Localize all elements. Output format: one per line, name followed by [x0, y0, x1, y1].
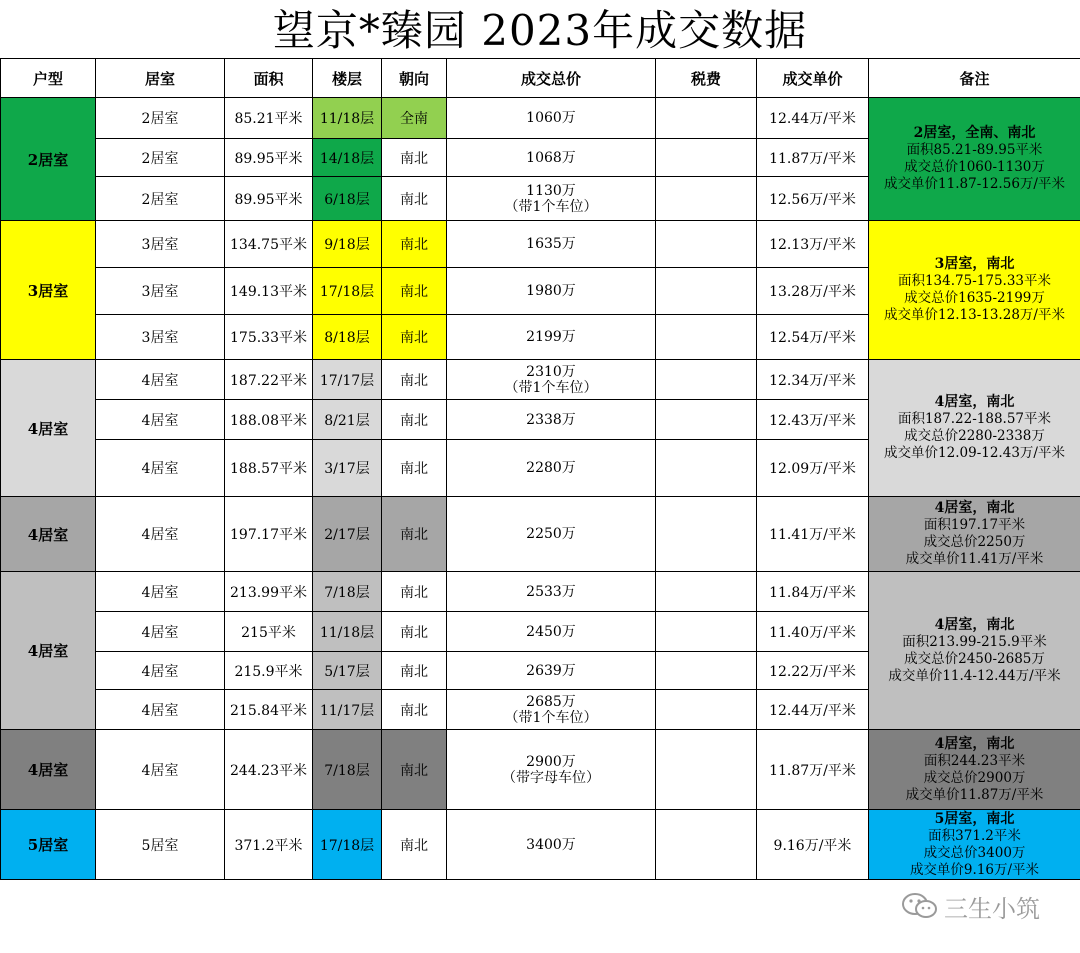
watermark-text: 三生小筑	[944, 894, 1040, 923]
tax-cell	[656, 612, 757, 652]
unit-price-cell: 13.28万/平米	[757, 268, 869, 315]
total-price-value: 2250万	[526, 526, 576, 542]
header-room: 居室	[96, 59, 225, 98]
orientation-cell: 南北	[382, 572, 447, 612]
note-title: 4居室，南北	[934, 500, 1015, 516]
note-line: 成交单价12.13-13.28万/平米	[884, 307, 1065, 323]
total-price-cell	[447, 690, 656, 730]
note-line: 成交单价11.87万/平米	[905, 786, 1044, 803]
total-price-value: 2639万	[526, 662, 576, 679]
total-price-note: （带1个车位）	[504, 198, 598, 215]
floor-cell: 17/18层	[313, 810, 382, 880]
total-price-value: 1980万	[526, 283, 576, 299]
unit-price-cell: 11.87万/平米	[757, 139, 869, 177]
header-floor: 楼层	[313, 59, 382, 98]
area-cell: 215.9平米	[225, 652, 313, 690]
room-cell: 4居室	[96, 572, 225, 612]
orientation-cell: 全南	[382, 98, 447, 139]
area-cell: 215.84平米	[225, 690, 313, 730]
area-cell: 197.17平米	[225, 497, 313, 572]
tax-cell	[656, 652, 757, 690]
note-line: 成交单价12.09-12.43万/平米	[884, 445, 1065, 461]
note-line: 成交总价3400万	[923, 844, 1026, 861]
orientation-cell: 南北	[382, 690, 447, 730]
floor-cell: 17/17层	[313, 360, 382, 400]
unit-price-cell: 12.09万/平米	[757, 440, 869, 497]
tax-cell	[656, 440, 757, 497]
tax-cell	[656, 572, 757, 612]
transaction-table	[0, 58, 1080, 880]
floor-cell: 11/18层	[313, 612, 382, 652]
floor-cell: 3/17层	[313, 440, 382, 497]
orientation-cell: 南北	[382, 612, 447, 652]
orientation-cell: 南北	[382, 221, 447, 268]
room-cell: 2居室	[96, 177, 225, 221]
room-cell: 5居室	[96, 810, 225, 880]
orientation-cell: 南北	[382, 730, 447, 810]
total-price-value: 2310万	[526, 363, 576, 380]
note-line: 成交总价2280-2338万	[904, 428, 1045, 444]
note-title: 4居室，南北	[934, 616, 1015, 633]
total-price-cell	[447, 268, 656, 315]
table-row	[1, 221, 1080, 268]
area-cell: 244.23平米	[225, 730, 313, 810]
orientation-cell: 南北	[382, 139, 447, 177]
total-price-cell	[447, 497, 656, 572]
tax-cell	[656, 177, 757, 221]
note-line: 成交单价11.4-12.44万/平米	[888, 667, 1061, 684]
wechat-icon	[900, 891, 940, 921]
tax-cell	[656, 139, 757, 177]
tax-cell	[656, 730, 757, 810]
room-cell: 4居室	[96, 730, 225, 810]
unit-type-cell: 4居室	[1, 360, 96, 497]
orientation-cell: 南北	[382, 810, 447, 880]
area-cell: 175.33平米	[225, 315, 313, 360]
header-type: 户型	[1, 59, 96, 98]
table-row	[1, 730, 1080, 810]
area-cell: 188.08平米	[225, 400, 313, 440]
total-price-value: 2338万	[526, 411, 576, 428]
total-price-cell	[447, 177, 656, 221]
unit-type-cell: 3居室	[1, 221, 96, 360]
area-cell: 188.57平米	[225, 440, 313, 497]
note-line: 成交总价2900万	[923, 769, 1026, 786]
floor-cell: 5/17层	[313, 652, 382, 690]
unit-price-cell: 11.41万/平米	[757, 497, 869, 572]
table-row	[1, 98, 1080, 139]
note-cell	[869, 730, 1080, 810]
room-cell: 2居室	[96, 139, 225, 177]
total-price-value: 2280万	[526, 460, 576, 476]
orientation-cell: 南北	[382, 497, 447, 572]
note-line: 面积197.17平米	[923, 517, 1026, 533]
total-price-note: （带字母车位）	[502, 769, 600, 786]
header-total-price: 成交总价	[447, 59, 656, 98]
unit-price-cell: 9.16万/平米	[757, 810, 869, 880]
area-cell: 215平米	[225, 612, 313, 652]
total-price-cell	[447, 730, 656, 810]
total-price-value: 2533万	[526, 583, 576, 600]
total-price-value: 1130万	[526, 182, 576, 199]
unit-type-cell: 2居室	[1, 98, 96, 221]
room-cell: 4居室	[96, 497, 225, 572]
orientation-cell: 南北	[382, 400, 447, 440]
unit-price-cell: 12.22万/平米	[757, 652, 869, 690]
note-cell	[869, 572, 1080, 730]
total-price-cell	[447, 98, 656, 139]
floor-cell: 7/18层	[313, 730, 382, 810]
total-price-value: 2900万	[526, 753, 576, 770]
note-line: 成交总价2450-2685万	[904, 650, 1045, 667]
room-cell: 4居室	[96, 440, 225, 497]
floor-cell: 2/17层	[313, 497, 382, 572]
tax-cell	[656, 400, 757, 440]
total-price-value: 3400万	[526, 836, 576, 853]
total-price-value: 2450万	[526, 623, 576, 640]
room-cell: 4居室	[96, 612, 225, 652]
note-line: 成交总价2250万	[923, 534, 1026, 550]
area-cell: 149.13平米	[225, 268, 313, 315]
unit-price-cell: 12.44万/平米	[757, 690, 869, 730]
tax-cell	[656, 98, 757, 139]
area-cell: 187.22平米	[225, 360, 313, 400]
header-tax: 税费	[656, 59, 757, 98]
header-row	[1, 59, 1080, 98]
floor-cell: 14/18层	[313, 139, 382, 177]
area-cell: 213.99平米	[225, 572, 313, 612]
room-cell: 4居室	[96, 690, 225, 730]
unit-price-cell: 12.56万/平米	[757, 177, 869, 221]
total-price-cell	[447, 315, 656, 360]
area-cell: 89.95平米	[225, 177, 313, 221]
area-cell: 85.21平米	[225, 98, 313, 139]
total-price-cell	[447, 139, 656, 177]
note-line: 成交单价11.41万/平米	[905, 551, 1044, 567]
total-price-cell	[447, 652, 656, 690]
note-title: 4居室，南北	[934, 394, 1015, 410]
note-cell	[869, 497, 1080, 572]
total-price-cell	[447, 360, 656, 400]
orientation-cell: 南北	[382, 652, 447, 690]
note-line: 面积134.75-175.33平米	[897, 273, 1052, 289]
note-title: 4居室，南北	[934, 735, 1015, 752]
room-cell: 4居室	[96, 400, 225, 440]
note-line: 成交单价11.87-12.56万/平米	[884, 176, 1065, 192]
unit-type-cell: 5居室	[1, 810, 96, 880]
note-line: 面积371.2平米	[928, 827, 1021, 844]
room-cell: 2居室	[96, 98, 225, 139]
header-unit-price: 成交单价	[757, 59, 869, 98]
tax-cell	[656, 268, 757, 315]
unit-type-cell: 4居室	[1, 572, 96, 730]
unit-price-cell: 12.43万/平米	[757, 400, 869, 440]
note-cell	[869, 98, 1080, 221]
tax-cell	[656, 315, 757, 360]
tax-cell	[656, 221, 757, 268]
note-cell	[869, 810, 1080, 880]
unit-price-cell: 11.84万/平米	[757, 572, 869, 612]
floor-cell: 6/18层	[313, 177, 382, 221]
table-row	[1, 497, 1080, 572]
note-title: 2居室，全南、南北	[913, 125, 1036, 141]
unit-price-cell: 11.40万/平米	[757, 612, 869, 652]
total-price-cell	[447, 221, 656, 268]
header-orientation: 朝向	[382, 59, 447, 98]
total-price-cell	[447, 810, 656, 880]
total-price-cell	[447, 612, 656, 652]
note-title: 3居室，南北	[934, 256, 1015, 272]
orientation-cell: 南北	[382, 315, 447, 360]
floor-cell: 8/18层	[313, 315, 382, 360]
table-row	[1, 572, 1080, 612]
area-cell: 134.75平米	[225, 221, 313, 268]
total-price-cell	[447, 440, 656, 497]
area-cell: 89.95平米	[225, 139, 313, 177]
total-price-value: 1635万	[526, 236, 576, 252]
header-note: 备注	[869, 59, 1080, 98]
note-line: 成交总价1635-2199万	[904, 290, 1045, 306]
total-price-value: 2685万	[526, 693, 576, 710]
floor-cell: 8/21层	[313, 400, 382, 440]
note-title: 5居室，南北	[934, 810, 1015, 827]
total-price-note: （带1个车位）	[504, 709, 598, 726]
tax-cell	[656, 360, 757, 400]
unit-type-cell: 4居室	[1, 730, 96, 810]
note-line: 成交单价9.16万/平米	[909, 861, 1040, 878]
unit-type-cell: 4居室	[1, 497, 96, 572]
total-price-note: （带1个车位）	[504, 379, 598, 396]
note-line: 面积187.22-188.57平米	[897, 411, 1052, 427]
note-line: 面积244.23平米	[923, 752, 1026, 769]
unit-price-cell: 11.87万/平米	[757, 730, 869, 810]
total-price-value: 2199万	[526, 329, 576, 345]
total-price-cell	[447, 400, 656, 440]
floor-cell: 7/18层	[313, 572, 382, 612]
floor-cell: 11/17层	[313, 690, 382, 730]
note-line: 面积213.99-215.9平米	[902, 633, 1047, 650]
room-cell: 3居室	[96, 315, 225, 360]
orientation-cell: 南北	[382, 360, 447, 400]
unit-price-cell: 12.44万/平米	[757, 98, 869, 139]
watermark	[900, 888, 1070, 924]
orientation-cell: 南北	[382, 268, 447, 315]
total-price-value: 1060万	[526, 110, 576, 126]
page-title: 望京*臻园 2023年成交数据	[272, 6, 808, 55]
room-cell: 3居室	[96, 268, 225, 315]
floor-cell: 9/18层	[313, 221, 382, 268]
unit-price-cell: 12.54万/平米	[757, 315, 869, 360]
table-row	[1, 360, 1080, 400]
total-price-value: 1068万	[526, 149, 576, 166]
table-row	[1, 810, 1080, 880]
tax-cell	[656, 810, 757, 880]
unit-price-cell: 12.34万/平米	[757, 360, 869, 400]
area-cell: 371.2平米	[225, 810, 313, 880]
room-cell: 4居室	[96, 360, 225, 400]
room-cell: 4居室	[96, 652, 225, 690]
floor-cell: 17/18层	[313, 268, 382, 315]
total-price-cell	[447, 572, 656, 612]
orientation-cell: 南北	[382, 177, 447, 221]
note-cell	[869, 221, 1080, 360]
orientation-cell: 南北	[382, 440, 447, 497]
unit-price-cell: 12.13万/平米	[757, 221, 869, 268]
note-line: 成交总价1060-1130万	[904, 159, 1045, 175]
tax-cell	[656, 497, 757, 572]
room-cell: 3居室	[96, 221, 225, 268]
note-line: 面积85.21-89.95平米	[906, 142, 1043, 158]
note-cell	[869, 360, 1080, 497]
header-area: 面积	[225, 59, 313, 98]
tax-cell	[656, 690, 757, 730]
floor-cell: 11/18层	[313, 98, 382, 139]
